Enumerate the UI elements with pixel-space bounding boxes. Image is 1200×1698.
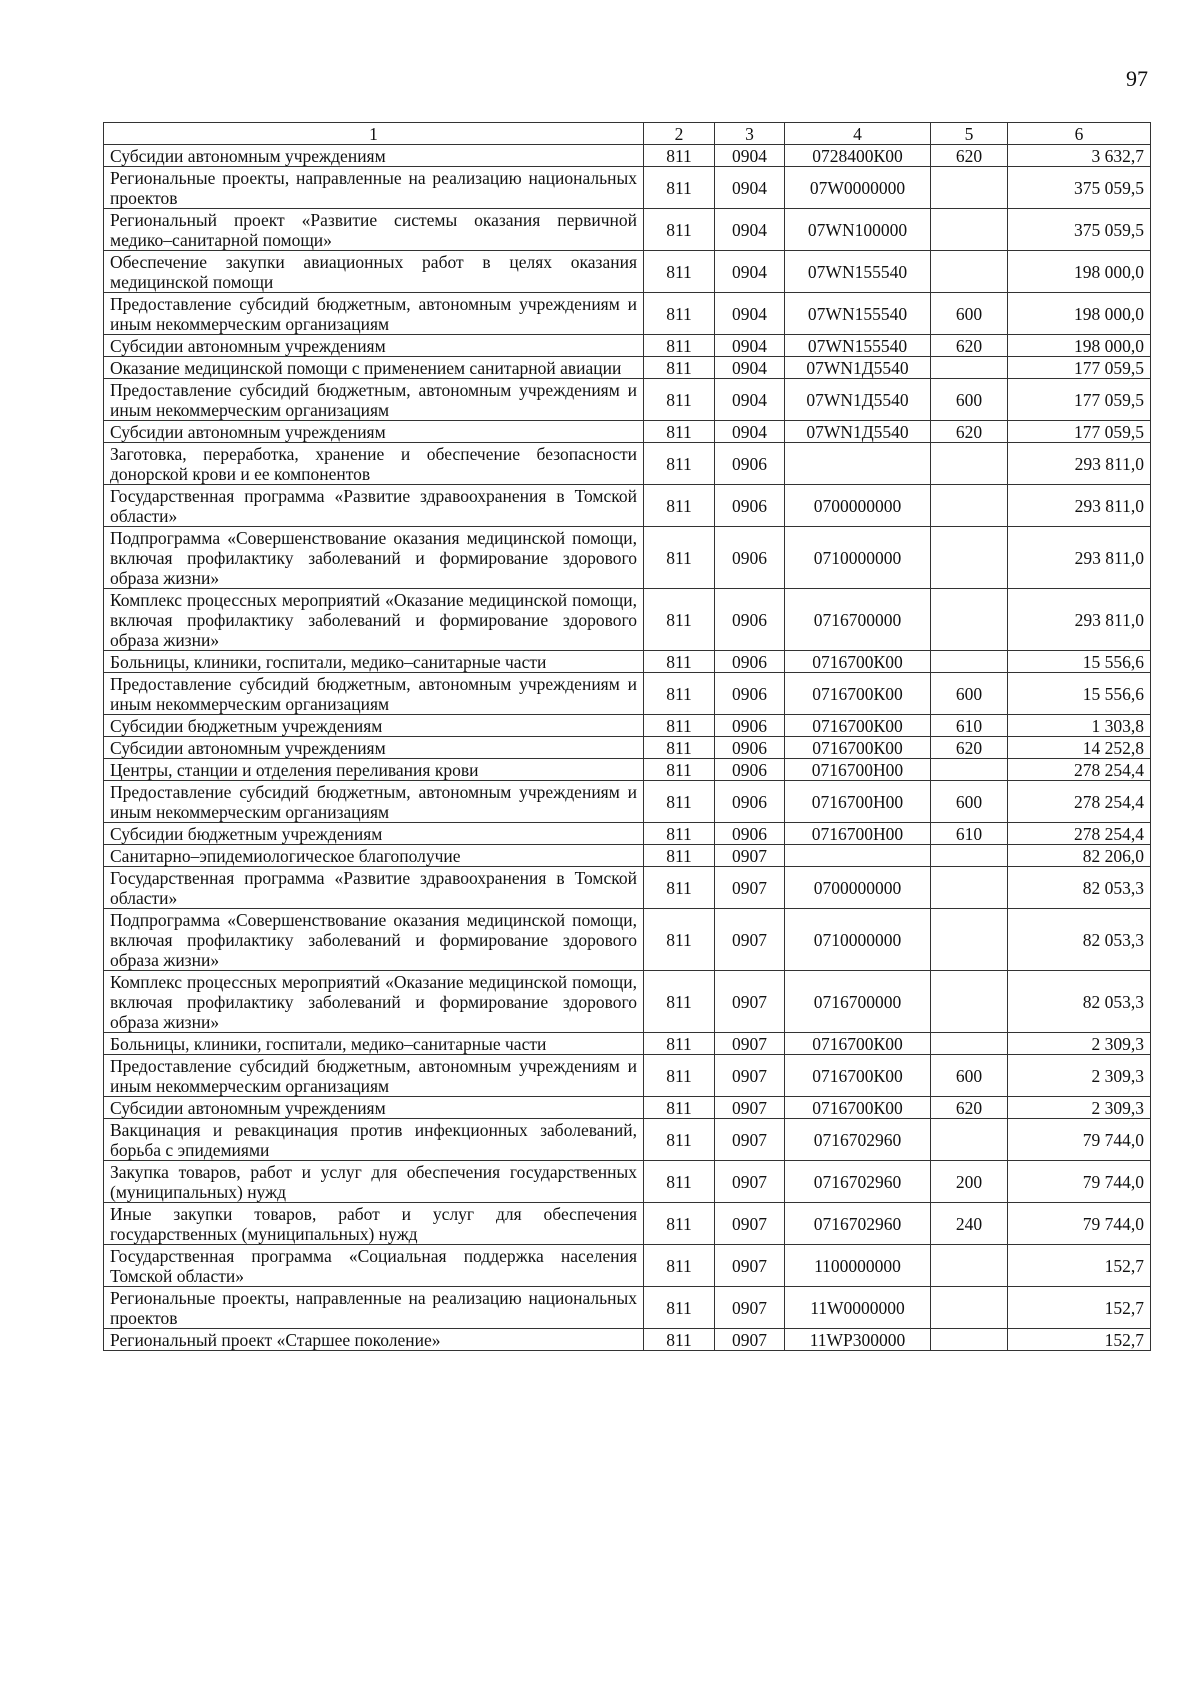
cell-amount: 278 254,4 <box>1008 781 1151 823</box>
cell-name: Субсидии автономным учреждениям <box>104 737 644 759</box>
cell-amount: 2 309,3 <box>1008 1033 1151 1055</box>
cell-section-code: 0907 <box>715 845 785 867</box>
table-row <box>104 357 1151 379</box>
table-row <box>104 485 1151 527</box>
cell-target-code: 0716700К00 <box>785 715 931 737</box>
cell-target-code: 11WP300000 <box>785 1329 931 1351</box>
table-row <box>104 1033 1151 1055</box>
table-body <box>104 145 1151 1351</box>
header-cell-section: 3 <box>715 123 785 145</box>
header-cell-target: 4 <box>785 123 931 145</box>
cell-ministry-code: 811 <box>644 293 715 335</box>
table-row <box>104 379 1151 421</box>
cell-name: Субсидии автономным учреждениям <box>104 335 644 357</box>
cell-target-code: 07WN100000 <box>785 209 931 251</box>
table-row <box>104 673 1151 715</box>
cell-name: Субсидии автономным учреждениям <box>104 1097 644 1119</box>
cell-ministry-code: 811 <box>644 167 715 209</box>
cell-amount: 375 059,5 <box>1008 209 1151 251</box>
table-row <box>104 823 1151 845</box>
header-cell-amount: 6 <box>1008 123 1151 145</box>
table-row <box>104 421 1151 443</box>
cell-expense-type <box>931 845 1008 867</box>
cell-target-code: 07WN155540 <box>785 335 931 357</box>
budget-table <box>103 122 1151 1351</box>
header-cell-type: 5 <box>931 123 1008 145</box>
cell-ministry-code: 811 <box>644 251 715 293</box>
cell-section-code: 0906 <box>715 823 785 845</box>
cell-name: Предоставление субсидий бюджетным, автономным учреждениям и иным некоммерческим организациям <box>104 673 644 715</box>
cell-ministry-code: 811 <box>644 145 715 167</box>
table-row <box>104 1161 1151 1203</box>
cell-amount: 79 744,0 <box>1008 1203 1151 1245</box>
table-row <box>104 1203 1151 1245</box>
header-row <box>104 123 1151 145</box>
cell-section-code: 0907 <box>715 1329 785 1351</box>
cell-target-code: 07WN1Д5540 <box>785 357 931 379</box>
cell-section-code: 0906 <box>715 485 785 527</box>
cell-name: Субсидии автономным учреждениям <box>104 421 644 443</box>
cell-name: Центры, станции и отделения переливания крови <box>104 759 644 781</box>
cell-expense-type: 240 <box>931 1203 1008 1245</box>
cell-amount: 79 744,0 <box>1008 1161 1151 1203</box>
cell-ministry-code: 811 <box>644 421 715 443</box>
cell-amount: 14 252,8 <box>1008 737 1151 759</box>
cell-ministry-code: 811 <box>644 1033 715 1055</box>
cell-name: Комплекс процессных мероприятий «Оказание медицинской помощи, включая профилактику заболеваний и формирование здорового образа жизни» <box>104 971 644 1033</box>
cell-amount: 15 556,6 <box>1008 651 1151 673</box>
cell-target-code: 07WN155540 <box>785 293 931 335</box>
cell-name: Субсидии бюджетным учреждениям <box>104 715 644 737</box>
cell-section-code: 0907 <box>715 1245 785 1287</box>
cell-target-code: 0700000000 <box>785 867 931 909</box>
cell-amount: 293 811,0 <box>1008 443 1151 485</box>
cell-section-code: 0907 <box>715 1119 785 1161</box>
cell-ministry-code: 811 <box>644 1097 715 1119</box>
cell-amount: 15 556,6 <box>1008 673 1151 715</box>
cell-section-code: 0906 <box>715 527 785 589</box>
cell-expense-type: 600 <box>931 781 1008 823</box>
cell-amount: 177 059,5 <box>1008 421 1151 443</box>
cell-section-code: 0904 <box>715 421 785 443</box>
cell-expense-type <box>931 443 1008 485</box>
cell-expense-type <box>931 651 1008 673</box>
cell-ministry-code: 811 <box>644 527 715 589</box>
cell-name: Вакцинация и ревакцинация против инфекционных заболеваний, борьба с эпидемиями <box>104 1119 644 1161</box>
cell-expense-type <box>931 209 1008 251</box>
cell-target-code <box>785 845 931 867</box>
cell-amount: 2 309,3 <box>1008 1097 1151 1119</box>
cell-section-code: 0906 <box>715 715 785 737</box>
cell-expense-type: 610 <box>931 823 1008 845</box>
table-row <box>104 527 1151 589</box>
cell-ministry-code: 811 <box>644 651 715 673</box>
cell-ministry-code: 811 <box>644 1119 715 1161</box>
cell-ministry-code: 811 <box>644 209 715 251</box>
cell-target-code: 0716700К00 <box>785 673 931 715</box>
cell-name: Предоставление субсидий бюджетным, автономным учреждениям и иным некоммерческим организациям <box>104 379 644 421</box>
cell-section-code: 0907 <box>715 1055 785 1097</box>
table-row <box>104 443 1151 485</box>
cell-ministry-code: 811 <box>644 1329 715 1351</box>
cell-target-code: 0716700К00 <box>785 1033 931 1055</box>
cell-name: Подпрограмма «Совершенствование оказания медицинской помощи, включая профилактику заболеваний и формирование здорового образа жизни» <box>104 909 644 971</box>
cell-name: Региональный проект «Развитие системы оказания первичной медико–санитарной помощи» <box>104 209 644 251</box>
cell-section-code: 0904 <box>715 335 785 357</box>
cell-amount: 3 632,7 <box>1008 145 1151 167</box>
cell-section-code: 0904 <box>715 145 785 167</box>
table-row <box>104 715 1151 737</box>
cell-target-code: 0716700Н00 <box>785 823 931 845</box>
cell-target-code: 0710000000 <box>785 527 931 589</box>
cell-name: Санитарно–эпидемиологическое благополучие <box>104 845 644 867</box>
cell-section-code: 0907 <box>715 1161 785 1203</box>
cell-expense-type: 620 <box>931 145 1008 167</box>
cell-amount: 1 303,8 <box>1008 715 1151 737</box>
table-row <box>104 781 1151 823</box>
cell-amount: 79 744,0 <box>1008 1119 1151 1161</box>
cell-target-code: 0716700000 <box>785 589 931 651</box>
table-row <box>104 759 1151 781</box>
cell-expense-type: 600 <box>931 293 1008 335</box>
cell-name: Субсидии автономным учреждениям <box>104 145 644 167</box>
cell-section-code: 0904 <box>715 251 785 293</box>
cell-ministry-code: 811 <box>644 485 715 527</box>
table-row <box>104 1287 1151 1329</box>
table-row <box>104 1329 1151 1351</box>
cell-section-code: 0906 <box>715 589 785 651</box>
cell-section-code: 0907 <box>715 971 785 1033</box>
cell-ministry-code: 811 <box>644 971 715 1033</box>
cell-name: Предоставление субсидий бюджетным, автономным учреждениям и иным некоммерческим организациям <box>104 293 644 335</box>
cell-section-code: 0904 <box>715 209 785 251</box>
cell-name: Государственная программа «Развитие здравоохранения в Томской области» <box>104 867 644 909</box>
table-row <box>104 1055 1151 1097</box>
cell-expense-type <box>931 485 1008 527</box>
page-number: 97 <box>1126 66 1148 91</box>
cell-amount: 278 254,4 <box>1008 823 1151 845</box>
cell-amount: 152,7 <box>1008 1287 1151 1329</box>
cell-name: Больницы, клиники, госпитали, медико–санитарные части <box>104 651 644 673</box>
cell-name: Закупка товаров, работ и услуг для обеспечения государственных (муниципальных) нужд <box>104 1161 644 1203</box>
cell-expense-type: 600 <box>931 673 1008 715</box>
cell-expense-type: 620 <box>931 1097 1008 1119</box>
cell-ministry-code: 811 <box>644 335 715 357</box>
cell-expense-type: 610 <box>931 715 1008 737</box>
cell-amount: 198 000,0 <box>1008 251 1151 293</box>
cell-ministry-code: 811 <box>644 673 715 715</box>
cell-ministry-code: 811 <box>644 1203 715 1245</box>
table-row <box>104 845 1151 867</box>
cell-section-code: 0904 <box>715 167 785 209</box>
cell-section-code: 0907 <box>715 867 785 909</box>
cell-section-code: 0907 <box>715 909 785 971</box>
cell-amount: 198 000,0 <box>1008 293 1151 335</box>
cell-amount: 82 053,3 <box>1008 971 1151 1033</box>
cell-amount: 82 053,3 <box>1008 867 1151 909</box>
cell-name: Предоставление субсидий бюджетным, автономным учреждениям и иным некоммерческим организациям <box>104 1055 644 1097</box>
cell-target-code: 0716702960 <box>785 1203 931 1245</box>
cell-amount: 82 206,0 <box>1008 845 1151 867</box>
cell-expense-type <box>931 1287 1008 1329</box>
cell-target-code: 0716700000 <box>785 971 931 1033</box>
cell-name: Региональный проект «Старшее поколение» <box>104 1329 644 1351</box>
table-row <box>104 589 1151 651</box>
cell-name: Обеспечение закупки авиационных работ в целях оказания медицинской помощи <box>104 251 644 293</box>
cell-amount: 293 811,0 <box>1008 485 1151 527</box>
cell-amount: 177 059,5 <box>1008 357 1151 379</box>
cell-section-code: 0906 <box>715 673 785 715</box>
cell-expense-type <box>931 589 1008 651</box>
cell-target-code: 1100000000 <box>785 1245 931 1287</box>
table-row <box>104 209 1151 251</box>
cell-expense-type <box>931 1033 1008 1055</box>
cell-ministry-code: 811 <box>644 759 715 781</box>
cell-ministry-code: 811 <box>644 357 715 379</box>
cell-target-code: 0710000000 <box>785 909 931 971</box>
cell-expense-type <box>931 1245 1008 1287</box>
cell-name: Предоставление субсидий бюджетным, автономным учреждениям и иным некоммерческим организациям <box>104 781 644 823</box>
cell-expense-type <box>931 251 1008 293</box>
cell-target-code: 0716700Н00 <box>785 759 931 781</box>
cell-target-code <box>785 443 931 485</box>
cell-name: Иные закупки товаров, работ и услуг для обеспечения государственных (муниципальных) нужд <box>104 1203 644 1245</box>
cell-expense-type <box>931 1119 1008 1161</box>
cell-amount: 152,7 <box>1008 1245 1151 1287</box>
table-row <box>104 167 1151 209</box>
cell-ministry-code: 811 <box>644 715 715 737</box>
table-row <box>104 145 1151 167</box>
cell-section-code: 0906 <box>715 759 785 781</box>
cell-ministry-code: 811 <box>644 845 715 867</box>
table-row <box>104 909 1151 971</box>
cell-target-code: 0716700К00 <box>785 651 931 673</box>
cell-target-code: 0716700К00 <box>785 737 931 759</box>
cell-amount: 82 053,3 <box>1008 909 1151 971</box>
cell-target-code: 0716702960 <box>785 1119 931 1161</box>
cell-name: Больницы, клиники, госпитали, медико–санитарные части <box>104 1033 644 1055</box>
cell-expense-type <box>931 1329 1008 1351</box>
cell-expense-type: 620 <box>931 737 1008 759</box>
cell-name: Региональные проекты, направленные на реализацию национальных проектов <box>104 1287 644 1329</box>
header-cell-ministry: 2 <box>644 123 715 145</box>
cell-section-code: 0906 <box>715 443 785 485</box>
cell-ministry-code: 811 <box>644 867 715 909</box>
cell-name: Субсидии бюджетным учреждениям <box>104 823 644 845</box>
cell-ministry-code: 811 <box>644 443 715 485</box>
cell-name: Государственная программа «Развитие здравоохранения в Томской области» <box>104 485 644 527</box>
cell-section-code: 0907 <box>715 1097 785 1119</box>
cell-amount: 293 811,0 <box>1008 527 1151 589</box>
cell-expense-type <box>931 971 1008 1033</box>
cell-expense-type <box>931 759 1008 781</box>
cell-section-code: 0906 <box>715 737 785 759</box>
cell-section-code: 0907 <box>715 1033 785 1055</box>
cell-ministry-code: 811 <box>644 1245 715 1287</box>
cell-ministry-code: 811 <box>644 781 715 823</box>
cell-ministry-code: 811 <box>644 589 715 651</box>
cell-name: Подпрограмма «Совершенствование оказания медицинской помощи, включая профилактику заболеваний и формирование здорового образа жизни» <box>104 527 644 589</box>
cell-target-code: 07WN155540 <box>785 251 931 293</box>
cell-ministry-code: 811 <box>644 909 715 971</box>
cell-name: Оказание медицинской помощи с применением санитарной авиации <box>104 357 644 379</box>
cell-section-code: 0906 <box>715 651 785 673</box>
cell-expense-type: 620 <box>931 335 1008 357</box>
cell-ministry-code: 811 <box>644 1161 715 1203</box>
header-cell-name: 1 <box>104 123 644 145</box>
cell-target-code: 07WN1Д5540 <box>785 379 931 421</box>
cell-target-code: 07WN1Д5540 <box>785 421 931 443</box>
cell-amount: 198 000,0 <box>1008 335 1151 357</box>
cell-ministry-code: 811 <box>644 1287 715 1329</box>
cell-expense-type <box>931 527 1008 589</box>
cell-section-code: 0904 <box>715 379 785 421</box>
cell-target-code: 0716700К00 <box>785 1097 931 1119</box>
cell-amount: 293 811,0 <box>1008 589 1151 651</box>
cell-expense-type <box>931 867 1008 909</box>
table-row <box>104 867 1151 909</box>
cell-expense-type <box>931 357 1008 379</box>
cell-amount: 2 309,3 <box>1008 1055 1151 1097</box>
table-row <box>104 971 1151 1033</box>
cell-name: Заготовка, переработка, хранение и обеспечение безопасности донорской крови и ее компонентов <box>104 443 644 485</box>
cell-amount: 375 059,5 <box>1008 167 1151 209</box>
cell-target-code: 11W0000000 <box>785 1287 931 1329</box>
cell-section-code: 0904 <box>715 293 785 335</box>
cell-ministry-code: 811 <box>644 1055 715 1097</box>
cell-amount: 278 254,4 <box>1008 759 1151 781</box>
cell-ministry-code: 811 <box>644 823 715 845</box>
cell-target-code: 0716700Н00 <box>785 781 931 823</box>
cell-expense-type: 600 <box>931 379 1008 421</box>
cell-amount: 177 059,5 <box>1008 379 1151 421</box>
cell-expense-type <box>931 909 1008 971</box>
cell-target-code: 07W0000000 <box>785 167 931 209</box>
table-row <box>104 1097 1151 1119</box>
cell-target-code: 0728400К00 <box>785 145 931 167</box>
cell-section-code: 0907 <box>715 1287 785 1329</box>
cell-ministry-code: 811 <box>644 737 715 759</box>
cell-name: Комплекс процессных мероприятий «Оказание медицинской помощи, включая профилактику заболеваний и формирование здорового образа жизни» <box>104 589 644 651</box>
cell-section-code: 0906 <box>715 781 785 823</box>
table-row <box>104 251 1151 293</box>
table-row <box>104 293 1151 335</box>
cell-expense-type: 620 <box>931 421 1008 443</box>
table-row <box>104 335 1151 357</box>
cell-target-code: 0716700К00 <box>785 1055 931 1097</box>
cell-amount: 152,7 <box>1008 1329 1151 1351</box>
cell-name: Региональные проекты, направленные на реализацию национальных проектов <box>104 167 644 209</box>
cell-expense-type: 600 <box>931 1055 1008 1097</box>
cell-target-code: 0700000000 <box>785 485 931 527</box>
table-row <box>104 737 1151 759</box>
cell-expense-type: 200 <box>931 1161 1008 1203</box>
cell-section-code: 0904 <box>715 357 785 379</box>
cell-expense-type <box>931 167 1008 209</box>
cell-ministry-code: 811 <box>644 379 715 421</box>
cell-target-code: 0716702960 <box>785 1161 931 1203</box>
table-row <box>104 651 1151 673</box>
table-row <box>104 1119 1151 1161</box>
cell-name: Государственная программа «Социальная поддержка населения Томской области» <box>104 1245 644 1287</box>
table-row <box>104 1245 1151 1287</box>
cell-section-code: 0907 <box>715 1203 785 1245</box>
